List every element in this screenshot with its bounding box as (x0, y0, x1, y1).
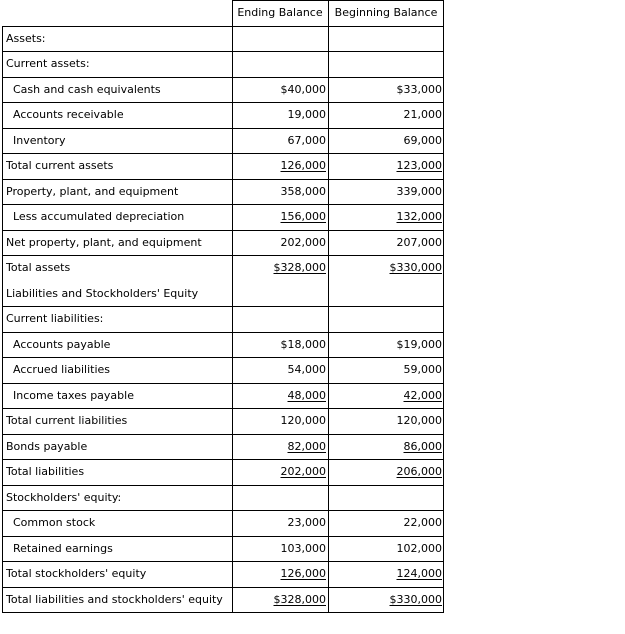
table-row (2, 459, 444, 484)
table-row (2, 332, 444, 357)
row-label: Cash and cash equivalents (13, 82, 161, 96)
table-row (2, 561, 444, 586)
table-row (2, 230, 444, 255)
grid-line (2, 357, 444, 358)
beginning-balance-value: $330,000 (389, 592, 442, 606)
row-label: Assets: (6, 31, 46, 45)
ending-balance-value: 54,000 (287, 363, 326, 376)
row-label: Total current liabilities (6, 414, 128, 427)
table-row (2, 383, 444, 408)
beginning-balance-value: 123,000 (396, 159, 442, 172)
grid-line (2, 332, 444, 333)
beginning-balance-value (328, 306, 444, 331)
table-row (2, 587, 444, 612)
grid-line (2, 26, 444, 27)
beginning-balance-value: 207,000 (396, 235, 442, 249)
grid-line (2, 459, 444, 460)
table-row (2, 536, 444, 561)
grid-line (2, 255, 444, 256)
ending-balance-value: $328,000 (273, 592, 326, 606)
row-label: Less accumulated depreciation (13, 210, 185, 223)
ending-balance-value: 358,000 (280, 184, 326, 198)
table-row (2, 281, 444, 306)
beginning-balance-value: 22,000 (403, 516, 442, 529)
table-row (2, 51, 444, 76)
ending-balance-value: 103,000 (280, 541, 326, 555)
grid-line (2, 77, 444, 78)
ending-balance-value: $40,000 (280, 82, 326, 96)
ending-balance-value (232, 26, 328, 51)
row-label: Retained earnings (13, 541, 113, 555)
grid-line (232, 0, 444, 1)
beginning-balance-value: $330,000 (389, 261, 442, 274)
grid-line (2, 51, 444, 52)
ending-balance-value: 202,000 (280, 465, 326, 478)
header-beginning-balance: Beginning Balance (334, 6, 438, 19)
row-label: Current liabilities: (6, 312, 104, 325)
ending-balance-value: 48,000 (287, 388, 326, 402)
ending-balance-value (232, 51, 328, 76)
row-label: Total stockholders' equity (6, 567, 147, 580)
ending-balance-value: 126,000 (280, 567, 326, 580)
row-label: Total current assets (6, 159, 114, 172)
beginning-balance-value: 102,000 (396, 541, 442, 555)
beginning-balance-value: 21,000 (403, 108, 442, 121)
row-label: Current assets: (6, 57, 90, 70)
ending-balance-value: 156,000 (280, 210, 326, 223)
row-label: Accrued liabilities (13, 363, 111, 376)
grid-line (2, 26, 3, 613)
row-label: Inventory (13, 133, 66, 147)
ending-balance-value: $328,000 (273, 261, 326, 274)
beginning-balance-value (328, 485, 444, 510)
grid-line (2, 510, 444, 511)
grid-line (2, 383, 444, 384)
ending-balance-value: 82,000 (287, 439, 326, 453)
row-label: Accounts payable (13, 337, 111, 351)
grid-line (2, 179, 444, 180)
ending-balance-value: 120,000 (280, 414, 326, 427)
row-label: Common stock (13, 516, 96, 529)
table-row (2, 204, 444, 229)
ending-balance-value (232, 306, 328, 331)
grid-line (2, 408, 444, 409)
ending-balance-value (232, 485, 328, 510)
row-label: Net property, plant, and equipment (6, 235, 202, 249)
header-ending-balance: Ending Balance (237, 6, 323, 19)
grid-line (2, 561, 444, 562)
grid-line (2, 102, 444, 103)
ending-balance-value: 126,000 (280, 159, 326, 172)
grid-line (2, 128, 444, 129)
beginning-balance-value: 339,000 (396, 184, 442, 198)
table-row (2, 153, 444, 178)
ending-balance-value: 202,000 (280, 235, 326, 249)
beginning-balance-value: 206,000 (396, 465, 442, 478)
ending-balance-value: $18,000 (280, 337, 326, 351)
row-label: Total liabilities and stockholders' equity (6, 592, 223, 606)
ending-balance-value: 23,000 (287, 516, 326, 529)
beginning-balance-value: 124,000 (396, 567, 442, 580)
beginning-balance-value (328, 26, 444, 51)
grid-line (2, 612, 444, 613)
row-label: Stockholders' equity: (6, 490, 122, 504)
beginning-balance-value (328, 51, 444, 76)
table-row (2, 255, 444, 280)
row-label: Property, plant, and equipment (6, 184, 179, 198)
row-label: Income taxes payable (13, 388, 134, 402)
grid-line (2, 306, 444, 307)
table-row (2, 408, 444, 433)
beginning-balance-value (328, 281, 444, 306)
ending-balance-value: 67,000 (287, 133, 326, 147)
table-row (2, 306, 444, 331)
grid-line (2, 485, 444, 486)
beginning-balance-value: 120,000 (396, 414, 442, 427)
table-row (2, 485, 444, 510)
grid-line (2, 230, 444, 231)
beginning-balance-value: 59,000 (403, 363, 442, 376)
table-row (2, 510, 444, 535)
row-label: Bonds payable (6, 439, 88, 453)
row-label: Total assets (6, 261, 71, 274)
beginning-balance-value: $19,000 (396, 337, 442, 351)
ending-balance-value (232, 281, 328, 306)
beginning-balance-value: $33,000 (396, 82, 442, 96)
grid-line (2, 153, 444, 154)
table-row (2, 434, 444, 459)
table-row (2, 26, 444, 51)
beginning-balance-value: 42,000 (403, 388, 442, 402)
beginning-balance-value: 69,000 (403, 133, 442, 147)
table-row (2, 77, 444, 102)
grid-line (2, 536, 444, 537)
table-row (2, 179, 444, 204)
beginning-balance-value: 132,000 (396, 210, 442, 223)
table-row (2, 128, 444, 153)
row-label: Liabilities and Stockholders' Equity (6, 286, 199, 300)
table-row (2, 102, 444, 127)
grid-line (2, 587, 444, 588)
header-row (2, 0, 444, 25)
table-row (2, 357, 444, 382)
ending-balance-value: 19,000 (287, 108, 326, 121)
grid-line (2, 204, 444, 205)
grid-line (2, 434, 444, 435)
beginning-balance-value: 86,000 (403, 439, 442, 453)
row-label: Accounts receivable (13, 108, 124, 121)
row-label: Total liabilities (6, 465, 85, 478)
